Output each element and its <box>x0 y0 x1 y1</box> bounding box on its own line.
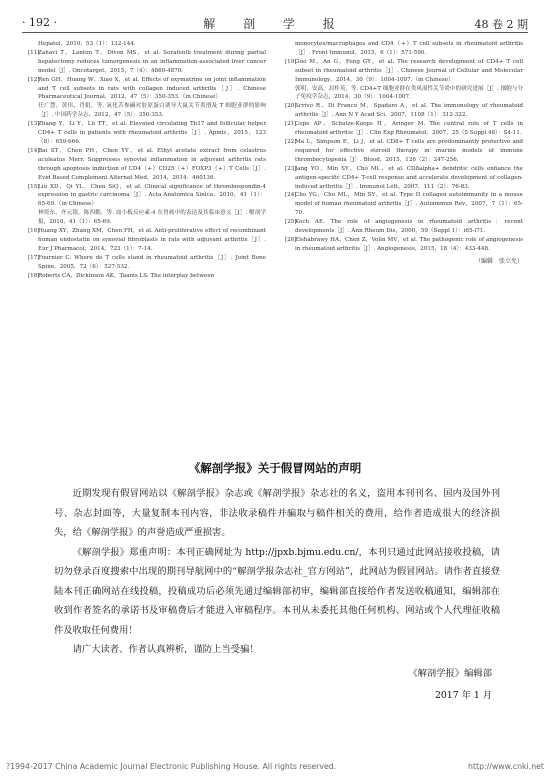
reference-item: [13]Zhang Y，Li Y，Lü TT，et al. Elevated circulating Th17 and follicular helper CD4+ T cells in patients with rheumatoid arthritis［J］. Apmis，2015，123（8）：659-666. <box>28 121 266 145</box>
cnki-link[interactable]: http://www.cnki.net <box>468 762 544 771</box>
reference-item: [19]Guo M，An G，Feng GY，et al. The research development of CD4+ T cell subset in rheumatoid arthritis［J］. Chinese Journal of Cellular and Molecular Immunology，2014，30（9）：1004-1007.（in Chinese） <box>285 58 523 83</box>
journal-title: 解 剖 学 报 <box>203 17 347 31</box>
page-number: · 192 · <box>22 16 57 29</box>
reference-item: [22]Ma L，Simpson E，Li J，et al. CD8+ T cells are predominantly protective and required for effective steroid therapy in murine models of immune thrombocytopenia［J］. Blood，2015，126（2）：247-256. <box>285 138 523 163</box>
reference-item: [16]Huang XY，Zhang XM，Chen FH，et al. Anti-proliferative effect of recombinant human endostatin on synovial fibroblasts in rats with adjuvant arthritis［J］. Eur J Pharmacol，2014，723（1）：7-14. <box>28 228 266 252</box>
reference-item: [18]Roberts CA，Dickinson AK，Taams LS. The interplay between <box>28 272 215 279</box>
declaration-paragraph: 《解剖学报》郑重声明：本刊正确网址为 http://jpxb.bjmu.edu.cn/，本刊只通过此网站接收投稿，请切勿登录百度搜索中出现的期刊导航网中的“解剖学报杂志社_官方网站”，此网站为假冒网站。请作者直接登陆本刊正确网站在线投稿，投稿成功后必须先通过编辑部初审，编辑部直接给作者发送收稿通知，编辑部在收到作者签名的承诺书及审稿费后才能进入审稿程序。本刊从未委托其他任何机构、网站或个人代理征收稿件及收取任何费用！ <box>54 546 500 636</box>
declaration-paragraph: 近期发现有假冒网站以《解剖学报》杂志或《解剖学报》杂志社的名义，盗用本刊刊名、国内及国外刊号、杂志封面等，大量复制本刊内容，非法收录稿件并骗取与稿件相关的费用，给作者造成很大的经济损失，给《解剖学报》的声誉造成严重损害。 <box>54 488 500 538</box>
reference-item: 林资东，齐元银，陈四勤，等. 血小板反应素-4 在胃癌中的表达及其临床意义［J］. 解剖学报，2010，41（1）：65-69. <box>38 210 266 226</box>
copyright-text: ?1994-2017 China Academic Journal Electronic Publishing House. All rights reserved. <box>6 762 337 771</box>
editor-note: （编辑 张立允） <box>474 257 523 265</box>
reference-item: [26]Elshabrawy HA，Chen Z，Volin MV，et al. The pathogenic role of angiogenesis in rheumatoid arthritis［J］. Angiogenesis，2015，18（4）：433-448. <box>285 236 523 252</box>
reference-item: Hepatol，2010，53（1）：132-144. <box>38 41 136 47</box>
reference-item: [14]Bai ST，Chen PH，Chen YY，et al. Ethyl acetate extract from celastrus aculeatus Merr. Suppresses synovial inflammation in adjuvant arthritis rats through apoptosis induction of CD4（+）CD25（+）FOXP3（+）T Cells［J］. Evid Based Complement Alternat Med，2014，2014：460136. <box>28 147 266 181</box>
reference-item: 任广慧，黄伟，肖娟，等. 氧化苦参碱对胶原蛋白诱导大鼠关节炎滑及 T 细胞亚群的影响［J］. 中国药学杂志，2012，47（5）：350-353. <box>38 103 266 119</box>
reference-item: 郭明，安高，封桂英，等. CD4+T 细胞亚群在类风湿性关节炎中的研究进展［J］. 细胞与分子免疫学杂志，2014，30（9）：1004-1007. <box>295 85 523 101</box>
declaration-signature: 《解剖学报》编辑部 <box>408 668 492 679</box>
references-right-column <box>285 40 523 265</box>
reference-item: [23]Jang YO，Min SY，Cho ML，et al. CD8alpha+ dendritic cells enhance the antigen-specific CD4+ T-cell response and accelerate development of collagen-induced arthritis［J］. Immunol Lett，2007，111（2）：76-83. <box>285 165 523 190</box>
reference-item: [17]Fournier C. Where do T cells stand in rheumatoid arthritis［J］. Joint Bone Spine，2005，72（6）：527-532. <box>28 254 266 270</box>
reference-item: [12]Ren GH，Huang W，Xiao X，et al. Effects of oxymatrine on joint inflammation and T cell subsets in rats with collagen induced arthritis［J］. Chinese Pharmaceutical Journal，2012，47（5）：350-353.（in Chinese） <box>28 76 266 101</box>
declaration-body <box>54 484 500 660</box>
reference-item: monocytes/macrophages and CD4（+）T cell subsets in rheumatoid arthritis［J］. Front Immunol，2015，6（1）：571-590. <box>295 41 523 56</box>
reference-item: [24]Cho YG，Cho ML，Min SY，et al. Type II collagen autoimmunity in a mouse model of human rheumatoid arthritis［J］. Autoimmun Rev，2007，7（1）：65-70. <box>285 192 523 217</box>
references-left-column <box>28 40 266 280</box>
reference-item: [25]Koch AE. The role of angiogenesis in rheumatoid arthritis：recent developments［J］. Ann Rheum Dis，2000，59（Suppl 1）：i65-i71. <box>285 219 523 235</box>
reference-item: [15]Liu XD，Qi YL，Chen SiQ，et al. Clinical significance of thrombospondin-4 expression in gastric carcinoma［J］. Acta Anatomica Sinica，2010，41（1）：65-69.（in Chinese） <box>28 183 266 208</box>
reference-item: [21]Cope AP，Schulze-Koops H，Aringer M. The central role of T cells in rheumatoid arthritis［J］. Clin Exp Rheumatol，2007，25（5 Suppl 46）：S4-11. <box>285 121 523 137</box>
page-header <box>22 14 528 33</box>
declaration-title: 《解剖学报》关于假冒网站的声明 <box>188 461 362 475</box>
declaration-date: 2017 年 1 月 <box>434 690 492 701</box>
reference-item: [11]Zahavi T，Lanton T，Divon MS，et al. Sorafenib treatment during partial hepatectomy reduces tumorgenesis in an inflammation-associated liver cancer model［J］. Oncotarget，2015，7（4）：4860-4870. <box>28 49 266 74</box>
page-footer <box>6 762 544 771</box>
declaration-paragraph: 请广大读者、作者认真辨析，谨防上当受骗！ <box>72 644 259 655</box>
issue-label: 48 卷 2 期 <box>474 18 528 31</box>
reference-item: [20]Scrivo R，Di Franco M，Spadaro A，et al. The immunology of rheumatoid arthritis［J］. Ann N Y Acad Sci，2007，1108（1）：312-322. <box>285 103 523 119</box>
